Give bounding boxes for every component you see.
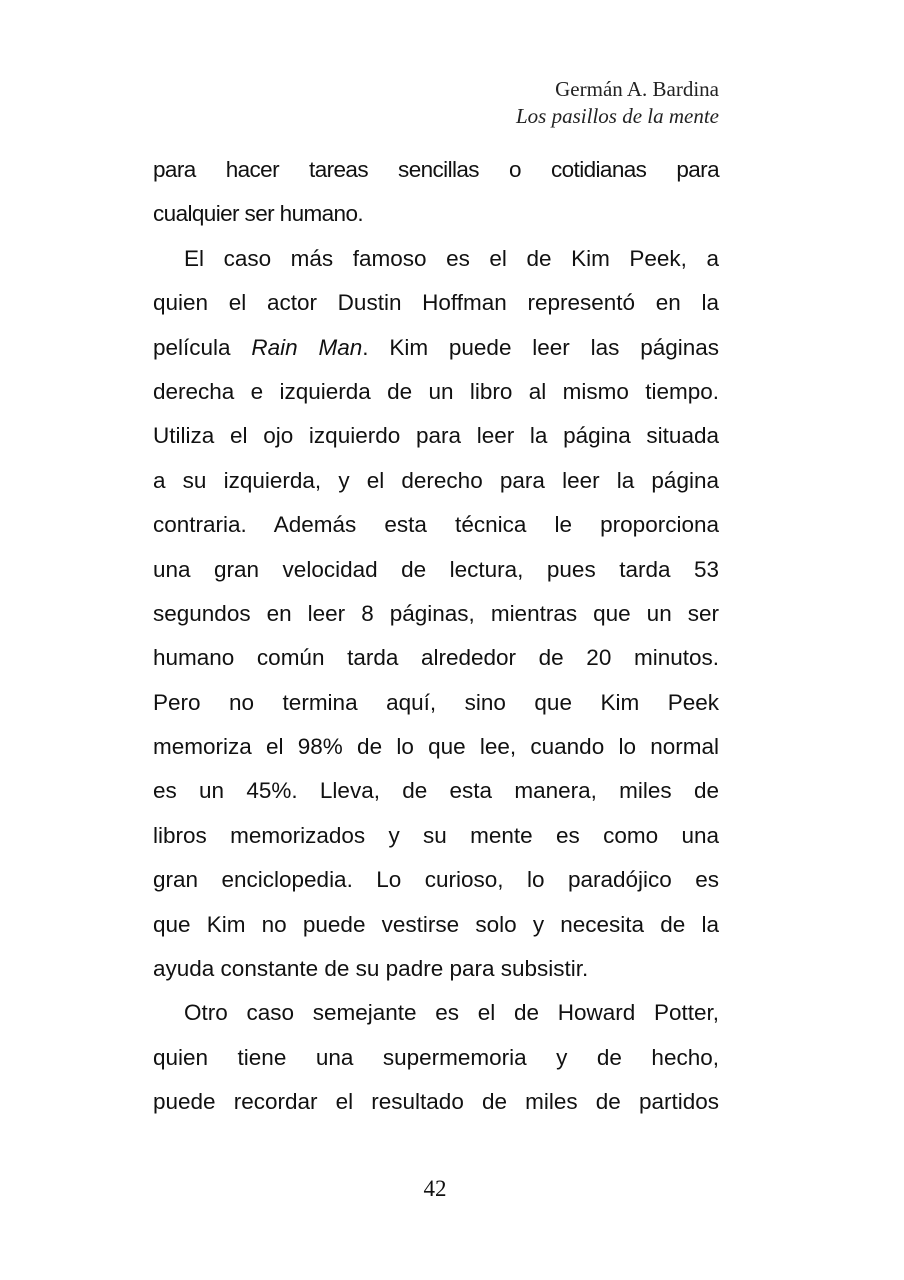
text-line: Utiliza el ojo izquierdo para leer la página situada [153, 423, 719, 449]
text-line: memoriza el 98% de lo que lee, cuando lo normal [153, 734, 719, 760]
text-line: segundos en leer 8 páginas, mientras que un ser [153, 600, 719, 626]
text-line: que Kim no puede vestirse solo y necesita de la [153, 911, 719, 937]
text-line: Otro caso semejante es el de Howard Potter, [184, 1000, 719, 1026]
text-line: a su izquierda, y el derecho para leer la página [153, 467, 719, 493]
text-line: quien el actor Dustin Hoffman representó en la [153, 290, 719, 316]
text-line: quien tiene una supermemoria y de hecho, [153, 1044, 719, 1070]
body-text [153, 148, 719, 1125]
paragraph [153, 991, 719, 1124]
text-line: película Rain Man. Kim puede leer las páginas [153, 334, 720, 360]
text-line: gran enciclopedia. Lo curioso, lo paradójico es [153, 867, 719, 893]
text-line: derecha e izquierda de un libro al mismo tiempo. [153, 378, 719, 404]
book-title: Los pasillos de la mente [516, 104, 719, 128]
text-line: humano común tarda alrededor de 20 minutos. [153, 645, 719, 671]
text-line: libros memorizados y su mente es como una [153, 822, 719, 848]
text-line: Pero no termina aquí, sino que Kim Peek [153, 689, 719, 715]
text-line: es un 45%. Lleva, de esta manera, miles de [153, 778, 719, 804]
text-line: una gran velocidad de lectura, pues tarda 53 [153, 556, 719, 582]
text-line: ayuda constante de su padre para subsistir. [153, 956, 589, 982]
text-line: cualquier ser humano. [153, 201, 364, 227]
paragraph [153, 148, 719, 237]
author-name: Germán A. Bardina [555, 77, 719, 101]
text-line: El caso más famoso es el de Kim Peek, a [184, 245, 719, 271]
paragraph [153, 237, 719, 992]
text-line: para hacer tareas sencillas o cotidianas para [153, 157, 719, 182]
page-number: 42 [423, 1176, 447, 1201]
text-line: contraria. Además esta técnica le proporciona [153, 512, 719, 538]
running-header [516, 76, 719, 130]
text-line: puede recordar el resultado de miles de partidos [153, 1089, 719, 1115]
